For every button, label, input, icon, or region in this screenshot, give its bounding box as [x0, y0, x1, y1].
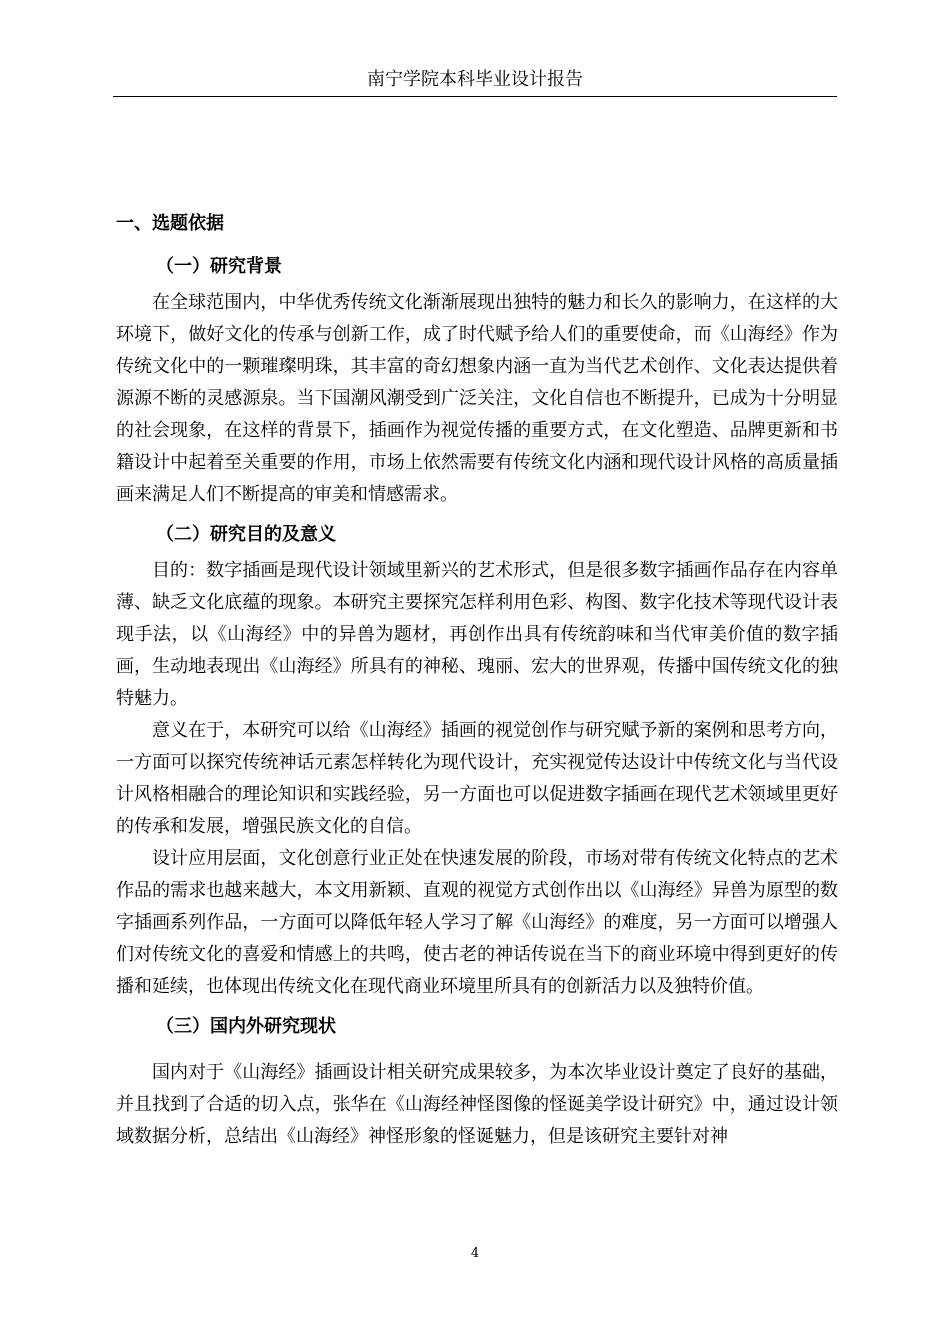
subsection-heading-purpose: （二）研究目的及意义 — [156, 524, 336, 545]
page-header: 南宁学院本科毕业设计报告 — [113, 64, 837, 97]
subsection-heading-background: （一）研究背景 — [156, 256, 282, 277]
paragraph-application: 设计应用层面，文化创意行业正处在快速发展的阶段，市场对带有传统文化特点的艺术作品的需求也越来越大，本文用新颖、直观的视觉方式创作出以《山海经》异兽为原型的数字插画系列作品，一方面可以降低年轻人学习了解《山海经》的难度，另一方面可以增强人们对传统文化的喜爱和情感上的共鸣，使古老的神话传说在当下的商业环境中得到更好的传播和延续，也体现出传统文化在现代商业环境里所具有的创新活力以及独特价值。 — [116, 848, 838, 997]
subsection-heading-status: （三）国内外研究现状 — [156, 1016, 336, 1037]
paragraph-background: 在全球范围内，中华优秀传统文化渐渐展现出独特的魅力和长久的影响力，在这样的大环境下，做好文化的传承与创新工作，成了时代赋予给人们的重要使命，而《山海经》作为传统文化中的一颗璀璨明珠，其丰富的奇幻想象内涵一直为当代艺术创作、文化表达提供着源源不断的灵感源泉。当下国潮风潮受到广泛关注，文化自信也不断提升，已成为十分明显的社会现象，在这样的背景下，插画作为视觉传播的重要方式，在文化塑造、品牌更新和书籍设计中起着至关重要的作用，市场上依然需要有传统文化内涵和现代设计风格的高质量插画来满足人们不断提高的审美和情感需求。 — [116, 292, 838, 505]
document-body — [116, 195, 838, 1153]
section-heading: 一、选题依据 — [116, 213, 224, 234]
paragraph-significance: 意义在于，本研究可以给《山海经》插画的视觉创作与研究赋予新的案例和思考方向，一方面可以探究传统神话元素怎样转化为现代设计，充实视觉传达设计中传统文化与当代设计风格相融合的理论知识和实践经验，另一方面也可以促进数字插画在现代艺术领域里更好的传承和发展，增强民族文化的自信。 — [116, 720, 838, 837]
paragraph-status: 国内对于《山海经》插画设计相关研究成果较多，为本次毕业设计奠定了良好的基础，并且找到了合适的切入点，张华在《山海经神怪图像的怪诞美学设计研究》中，通过设计领域数据分析，总结出《山海经》神怪形象的怪诞魅力，但是该研究主要针对神 — [116, 1062, 838, 1147]
paragraph-purpose: 目的：数字插画是现代设计领域里新兴的艺术形式，但是很多数字插画作品存在内容单薄、缺乏文化底蕴的现象。本研究主要探究怎样利用色彩、构图、数字化技术等现代设计表现手法，以《山海经》中的异兽为题材，再创作出具有传统韵味和当代审美价值的数字插画，生动地表现出《山海经》所具有的神秘、瑰丽、宏大的世界观，传播中国传统文化的独特魅力。 — [116, 560, 838, 709]
page-number: 4 — [470, 1246, 480, 1261]
